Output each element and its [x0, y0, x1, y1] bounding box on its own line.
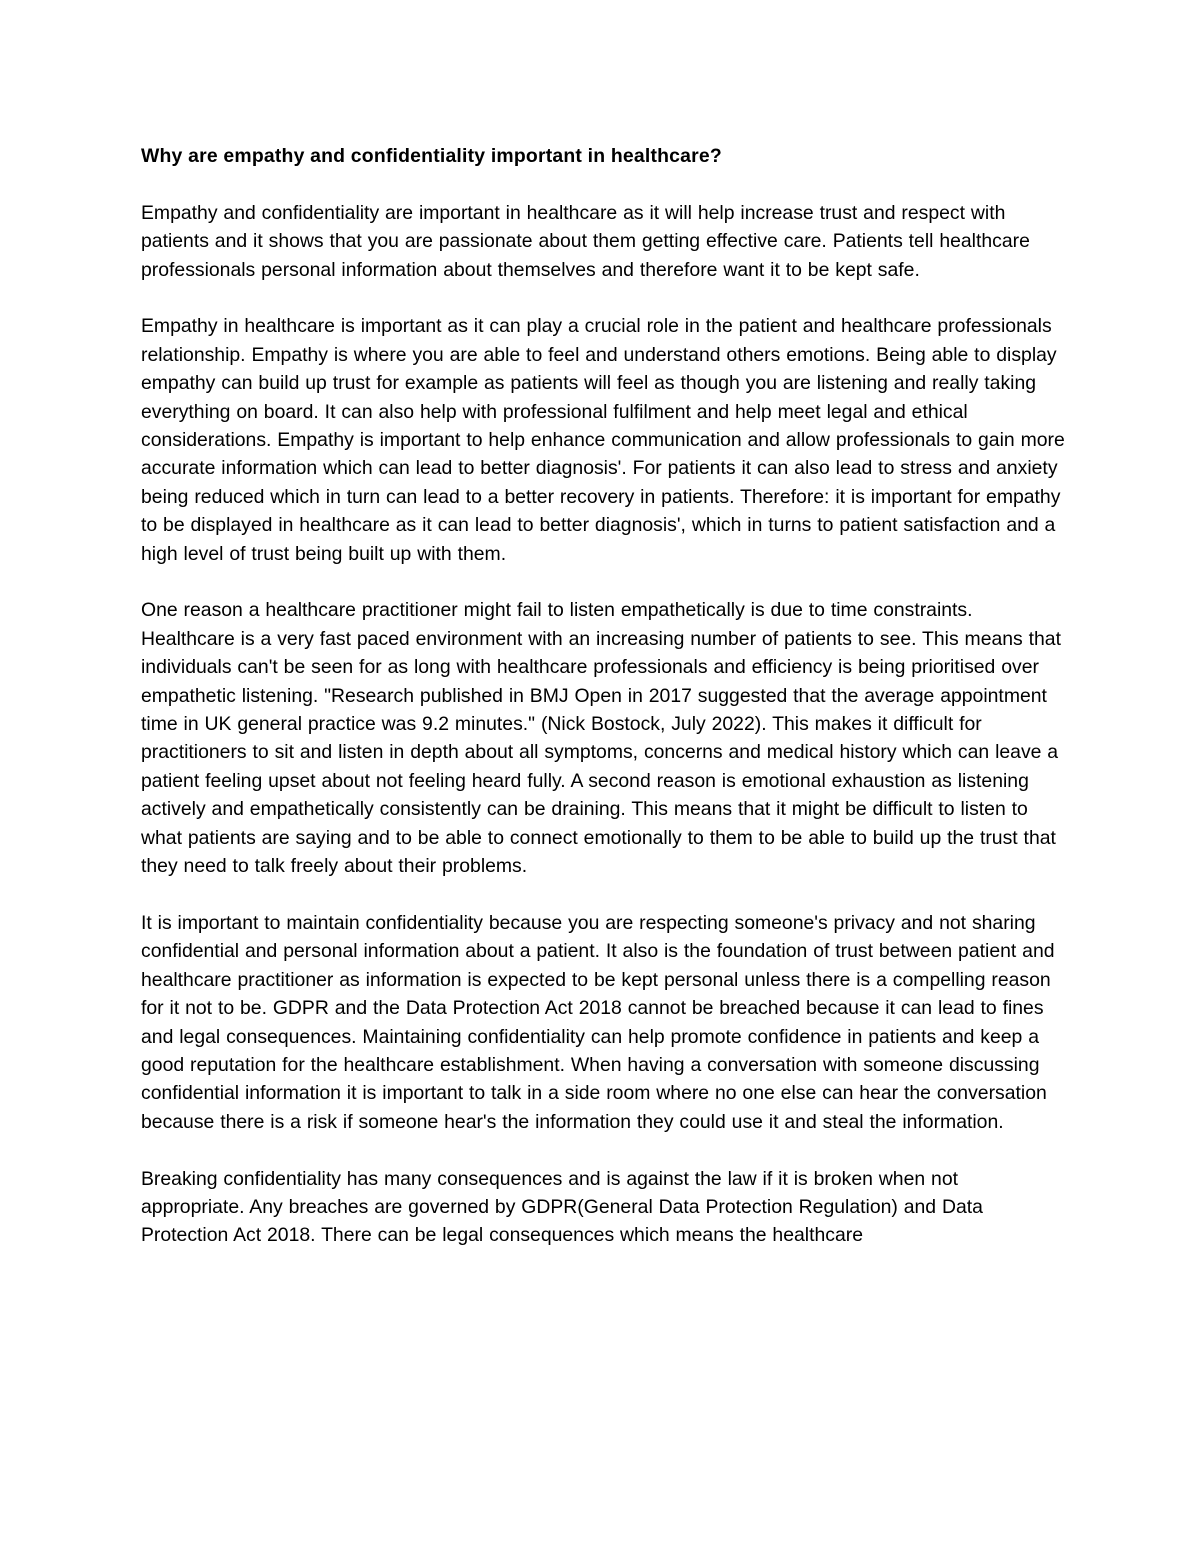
document-body: [141, 142, 1066, 1250]
paragraph-confidentiality: It is important to maintain confidentiality because you are respecting someone's privacy and not sharing confidential and personal information about a patient. It also is the foundation of trust between patient and healthcare practitioner as information is expected to be kept personal unless there is a compelling reason for it not to be. GDPR and the Data Protection Act 2018 cannot be breached because it can lead to fines and legal consequences. Maintaining confidentiality can help promote confidence in patients and keep a good reputation for the healthcare establishment. When having a conversation with someone discussing confidential information it is important to talk in a side room where no one else can hear the conversation because there is a risk if someone hear's the information they could use it and steal the information.: [141, 911, 1055, 1133]
paragraph-breaking-confidentiality: Breaking confidentiality has many consequences and is against the law if it is broken when not appropriate. Any breaches are governed by GDPR(General Data Protection Regulation) and Data Protection Act 2018. There can be legal consequences which means the healthcare: [141, 1167, 983, 1247]
paragraph-listening-barriers: One reason a healthcare practitioner might fail to listen empathetically is due to time constraints. Healthcare is a very fast paced environment with an increasing number of patients to see. This means that individuals can't be seen for as long with healthcare professionals and efficiency is being prioritised over empathetic listening. "Research published in BMJ Open in 2017 suggested that the average appointment time in UK general practice was 9.2 minutes." (Nick Bostock, July 2022). This makes it difficult for practitioners to sit and listen in depth about all symptoms, concerns and medical history which can leave a patient feeling upset about not feeling heard fully. A second reason is emotional exhaustion as listening actively and empathetically consistently can be draining. This means that it might be difficult to listen to what patients are saying and to be able to connect emotionally to them to be able to build up the trust that they need to talk freely about their problems.: [141, 599, 1061, 878]
paragraph-empathy: Empathy in healthcare is important as it can play a crucial role in the patient and healthcare professionals relationship. Empathy is where you are able to feel and understand others emotions. Being able to display empathy can build up trust for example as patients will feel as though you are listening and really taking everything on board. It can also help with professional fulfilment and help meet legal and ethical considerations. Empathy is important to help enhance communication and allow professionals to gain more accurate information which can lead to better diagnosis'. For patients it can also lead to stress and anxiety being reduced which in turn can lead to a better recovery in patients. Therefore: it is important for empathy to be displayed in healthcare as it can lead to better diagnosis', which in turns to patient satisfaction and a high level of trust being built up with them.: [141, 315, 1065, 565]
paragraph-intro: Empathy and confidentiality are important in healthcare as it will help increase trust and respect with patients and it shows that you are passionate about them getting effective care. Patients tell healthcare professionals personal information about themselves and therefore want it to be kept safe.: [141, 201, 1030, 281]
document-title: Why are empathy and confidentiality important in healthcare?: [141, 145, 722, 167]
